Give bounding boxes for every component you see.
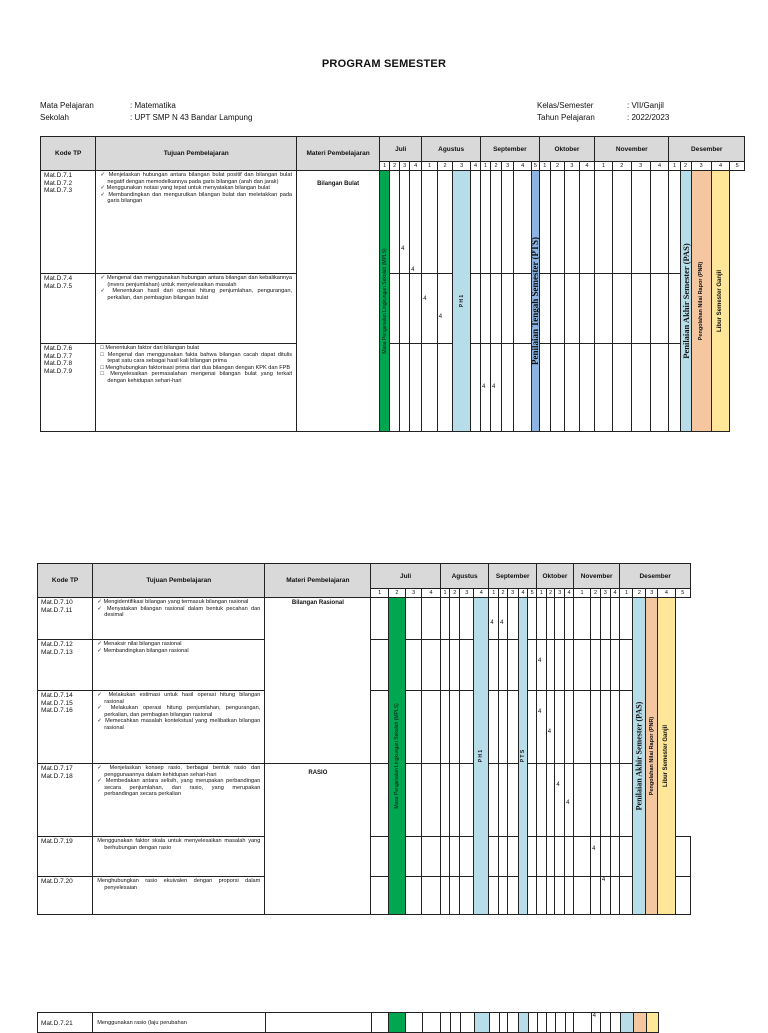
week-mark: 4 — [489, 598, 499, 640]
header-month-desember: Desember — [620, 564, 691, 589]
week-mark: 4 — [422, 274, 438, 344]
materi-cell: RASIO — [265, 764, 371, 915]
mpls-label: Masa Pengenalan Lingkungan Sekolah (MPLS) — [381, 248, 388, 354]
meta-label-school: Sekolah — [40, 113, 69, 122]
tujuan-text: ✓ Melakukan estimasi untuk hasil operasi hitung bilangan rasional — [97, 692, 261, 705]
kode-text: Mat.D.7.4 — [44, 275, 73, 282]
meta-value-class: : VII/Ganjil — [627, 101, 664, 110]
header-month-oktober: Oktober — [539, 137, 594, 162]
semester-table-2 — [37, 563, 691, 915]
tujuan-text: Menghubungkan rasio ekuivalen dengan proporsi dalam penyelesaian — [97, 878, 261, 891]
materi-cell: Bilangan Rasional — [265, 598, 371, 764]
week-mark: 4 — [537, 691, 547, 764]
week-number: 4 — [471, 162, 481, 171]
week-number: 3 — [691, 162, 711, 171]
kode-text: Mat.D.7.20 — [41, 878, 73, 885]
meta-value-year: : 2022/2023 — [627, 113, 670, 122]
kode-text: Mat.D.7.15 — [41, 699, 73, 707]
kode-cell — [41, 274, 96, 344]
tujuan-text: ✓ Menggunakan notasi yang tepat untuk menyatakan bilangan bulat — [100, 185, 270, 192]
pts-column — [519, 1013, 529, 1033]
header-month-september: September — [481, 137, 540, 162]
pts-label: Penilaian Tengah Semester (PTS) — [530, 236, 541, 366]
week-number: 1 — [380, 162, 390, 171]
tujuan-cell — [96, 171, 297, 274]
week-number: 1 — [371, 589, 388, 598]
week-number: 1 — [481, 162, 491, 171]
kode-text: Mat.D.7.5 — [44, 282, 73, 290]
week-mark: 4 — [499, 598, 508, 640]
week-number: 2 — [546, 589, 555, 598]
pts-column — [531, 171, 539, 432]
libur-column — [646, 1013, 658, 1033]
kode-cell — [38, 837, 93, 877]
tujuan-text: ✓ Menaksir nilai bilangan rasional — [97, 641, 182, 647]
tujuan-text: ✓ Menentukan hasil dari operasi hitung penjumlahan, pengurangan, perkalian, dan pembagian bilangan bulat — [100, 288, 293, 301]
tujuan-cell — [93, 598, 265, 640]
kode-text: Mat.D.7.7 — [44, 352, 73, 360]
week-number: 4 — [579, 162, 595, 171]
week-number: 3 — [507, 589, 518, 598]
week-mark: 4 — [565, 764, 574, 837]
header-month-september: September — [489, 564, 537, 589]
week-number: 5 — [675, 589, 690, 598]
pas-column — [620, 1013, 633, 1033]
week-number: 1 — [669, 162, 680, 171]
tujuan-text: ✓ Memecahkan masalah kontekstual yang melibatkan bilangan rasional — [97, 718, 261, 731]
week-number: 2 — [388, 589, 405, 598]
libur-column — [711, 171, 730, 432]
week-number: 1 — [489, 589, 499, 598]
header-month-november: November — [595, 137, 669, 162]
tujuan-cell — [93, 877, 265, 915]
pnr-column — [691, 171, 711, 432]
kode-cell — [38, 598, 93, 640]
tujuan-cell — [93, 764, 265, 837]
week-mark: 4 — [400, 171, 410, 274]
ph1-column — [474, 1013, 489, 1033]
ph1-label: P H 1 — [458, 294, 465, 308]
kode-text: Mat.D.7.17 — [41, 765, 73, 772]
mpls-label: Masa Pengenalan Lingkungan Sekolah (MPLS) — [393, 703, 400, 809]
semester-table-3 — [37, 1012, 691, 1033]
header-month-agustus: Agustus — [440, 564, 489, 589]
pnr-label: Pengolahan Nilai Rapor (PNR) — [698, 261, 705, 341]
tujuan-cell — [93, 837, 265, 877]
week-mark: 4 — [437, 274, 453, 344]
mpls-column — [380, 171, 390, 432]
header-month-juli: Juli — [380, 137, 422, 162]
header-materi: Materi Pembelajaran — [265, 564, 371, 598]
kode-text: Mat.D.7.19 — [41, 838, 73, 845]
kode-cell — [38, 877, 93, 915]
kode-text: Mat.D.7.13 — [41, 648, 73, 656]
week-number: 2 — [550, 162, 564, 171]
kode-text: Mat.D.7.8 — [44, 360, 73, 367]
mpls-column — [389, 1013, 406, 1033]
week-number: 2 — [612, 162, 631, 171]
ph1-column — [474, 598, 489, 915]
pas-column — [680, 171, 691, 432]
header-kode: Kode TP — [38, 564, 93, 598]
week-number: 3 — [631, 162, 650, 171]
week-number: 4 — [410, 162, 422, 171]
week-number: 2 — [390, 162, 400, 171]
week-number: 3 — [400, 162, 410, 171]
tujuan-text: ✓ Membandingkan bilangan rasional — [97, 647, 189, 654]
tujuan-cell — [96, 274, 297, 344]
tujuan-cell — [96, 344, 297, 432]
materi-cell: Bilangan Bulat — [297, 171, 380, 432]
kode-text: Mat.D.7.2 — [44, 179, 73, 187]
week-number: 1 — [422, 162, 438, 171]
week-number: 4 — [711, 162, 730, 171]
meta-right — [537, 100, 669, 124]
week-mark: 4 — [537, 640, 547, 691]
week-mark: 4 — [555, 764, 565, 837]
pnr-column — [646, 598, 658, 915]
kode-text: Mat.D.7.16 — [41, 707, 73, 714]
mpls-column — [388, 598, 405, 915]
meta-value-school: : UPT SMP N 43 Bandar Lampung — [130, 113, 253, 122]
header-materi: Materi Pembelajaran — [297, 137, 380, 171]
tujuan-text: ✓ Membandingkan dan mengurutkan bilangan bulat dan meletakkan pada garis bilangan — [100, 191, 293, 205]
week-mark: 4 — [490, 344, 501, 432]
header-kode: Kode TP — [41, 137, 96, 171]
libur-column — [658, 598, 675, 915]
week-number: 4 — [514, 162, 532, 171]
week-number: 1 — [440, 589, 450, 598]
week-number: 4 — [650, 162, 669, 171]
week-number: 1 — [573, 589, 590, 598]
week-number: 1 — [539, 162, 550, 171]
week-number: 5 — [730, 162, 745, 171]
week-number: 2 — [591, 589, 601, 598]
tujuan-text: ✓ Melakukan operasi hitung penjumlahan, pengurangan, perkalian, dan pembagian bilangan rasional — [97, 705, 261, 718]
week-number: 4 — [565, 589, 574, 598]
week-number: 3 — [460, 589, 474, 598]
week-number: 4 — [422, 589, 440, 598]
tujuan-text: ✓ Mengidentifikasi bilangan yang termasuk bilangan rasional — [97, 599, 249, 605]
week-number: 1 — [620, 589, 633, 598]
kode-cell — [38, 640, 93, 691]
header-month-agustus: Agustus — [422, 137, 481, 162]
header-month-oktober: Oktober — [537, 564, 574, 589]
week-number: 3 — [555, 589, 565, 598]
week-number: 3 — [453, 162, 471, 171]
pnr-label: Pengolahan Nilai Rapor (PNR) — [648, 716, 655, 796]
kode-cell — [38, 764, 93, 837]
header-month-desember: Desember — [669, 137, 745, 162]
meta-value-subject: : Matematika — [130, 101, 176, 110]
pas-label: Penilaian Akhir Semester (PAS) — [634, 701, 644, 811]
tujuan-text: ✓ Menyatakan bilangan rasional dalam bentuk pecahan dan desimal — [97, 605, 261, 619]
week-number: 2 — [490, 162, 501, 171]
week-mark: 4 — [481, 344, 491, 432]
week-number: 4 — [610, 589, 620, 598]
semester-table-1 — [40, 136, 745, 432]
pts-column — [518, 598, 528, 915]
kode-cell — [38, 691, 93, 764]
ph1-label: P H 1 — [478, 749, 485, 763]
header-month-juli: Juli — [371, 564, 440, 589]
tujuan-text: □ Menentukan faktor dari bilangan bulat — [100, 345, 199, 351]
kode-cell — [41, 344, 96, 432]
week-number: 4 — [518, 589, 528, 598]
meta-label-year: Tahun Pelajaran — [537, 113, 595, 122]
kode-text: Mat.D.7.6 — [44, 345, 73, 352]
week-mark: 4 — [591, 1013, 601, 1033]
week-number: 3 — [502, 162, 514, 171]
tujuan-cell — [93, 640, 265, 691]
week-number: 4 — [474, 589, 489, 598]
kode-text: Mat.D.7.9 — [44, 367, 73, 375]
meta-label-class: Kelas/Semester — [537, 101, 594, 110]
week-mark: 4 — [546, 691, 555, 764]
tujuan-text: ✓ Menjelaskan hubungan antara bilangan bulat positif dan bilangan bulat negatif dengan memodelkannya pada garis bilangan (arah dan jarak) — [100, 172, 293, 185]
tujuan-text: □ Menghubungkan faktorisasi prima dari dua bilangan dengan KPK dan FPB — [100, 364, 291, 371]
tujuan-cell: Menggunakan rasio (laju perubahan — [93, 1013, 265, 1033]
week-number: 3 — [600, 589, 610, 598]
libur-label: Libur Semester Ganjil — [717, 269, 724, 333]
week-number: 3 — [406, 589, 422, 598]
week-number: 5 — [531, 162, 539, 171]
header-month-november: November — [573, 564, 620, 589]
week-number: 3 — [646, 589, 658, 598]
kode-text: Mat.D.7.14 — [41, 692, 73, 699]
pas-label: Penilaian Akhir Semester (PAS) — [680, 243, 691, 359]
kode-text: Mat.D.7.12 — [41, 641, 73, 648]
tujuan-text: ✓ Menjelaskan konsep rasio, berbagai bentuk rasio dan penggunaannya dalam kehidupan sehari-hari — [97, 765, 261, 778]
header-tujuan: Tujuan Pembelajaran — [93, 564, 265, 598]
tujuan-text: ✓ Mengenal dan menggunakan hubungan antara bilangan dan kebalikannya (invers penjumlahan) untuk menyelesaikan masalah — [100, 275, 293, 288]
week-mark: 4 — [591, 837, 601, 877]
libur-label: Libur Semester Ganjil — [663, 724, 670, 788]
week-number: 2 — [450, 589, 460, 598]
week-number: 1 — [537, 589, 547, 598]
kode-text: Mat.D.7.18 — [41, 772, 73, 780]
pas-column — [633, 598, 646, 915]
kode-cell — [41, 171, 96, 274]
header-tujuan: Tujuan Pembelajaran — [96, 137, 297, 171]
kode-text: Mat.D.7.1 — [44, 172, 73, 179]
tujuan-text: □ Mengenal dan menggunakan fakta bahwa bilangan cacah dapat ditulis tepat satu cara sebagai hasil kali bilangan prima — [100, 351, 293, 365]
pnr-column — [633, 1013, 646, 1033]
kode-text: Mat.D.7.10 — [41, 599, 73, 606]
week-number: 3 — [565, 162, 579, 171]
pts-label: P T S — [519, 749, 526, 763]
week-number: 2 — [437, 162, 453, 171]
week-number: 1 — [595, 162, 613, 171]
meta-left — [40, 100, 252, 124]
page-title: PROGRAM SEMESTER — [321, 58, 447, 70]
ph1-column — [453, 171, 471, 432]
tujuan-cell — [93, 691, 265, 764]
week-number: 5 — [528, 589, 537, 598]
week-number: 2 — [680, 162, 691, 171]
kode-text: Mat.D.7.3 — [44, 187, 73, 194]
kode-cell: Mat.D.7.21 — [38, 1013, 93, 1033]
week-mark: 4 — [600, 877, 610, 915]
kode-text: Mat.D.7.11 — [41, 606, 73, 614]
week-mark: 4 — [410, 171, 422, 274]
tujuan-text: □ Menyelesaikan permasalahan mengenai bilangan bulat yang terkait dengan kehidupan sehari-hari — [100, 371, 293, 384]
week-number: 2 — [499, 589, 508, 598]
week-number: 2 — [633, 589, 646, 598]
tujuan-text: Menggunakan faktor skala untuk menyelesaikan masalah yang berhubungan dengan rasio — [97, 838, 261, 851]
week-number: 4 — [658, 589, 675, 598]
tujuan-text: ✓ Membedakan antara selisih, yang merupakan perbandingan secara penjumlahan, dan rasio, yang merupakan perbandingan secara perkalian — [97, 778, 261, 798]
meta-label-subject: Mata Pelajaran — [40, 101, 94, 110]
